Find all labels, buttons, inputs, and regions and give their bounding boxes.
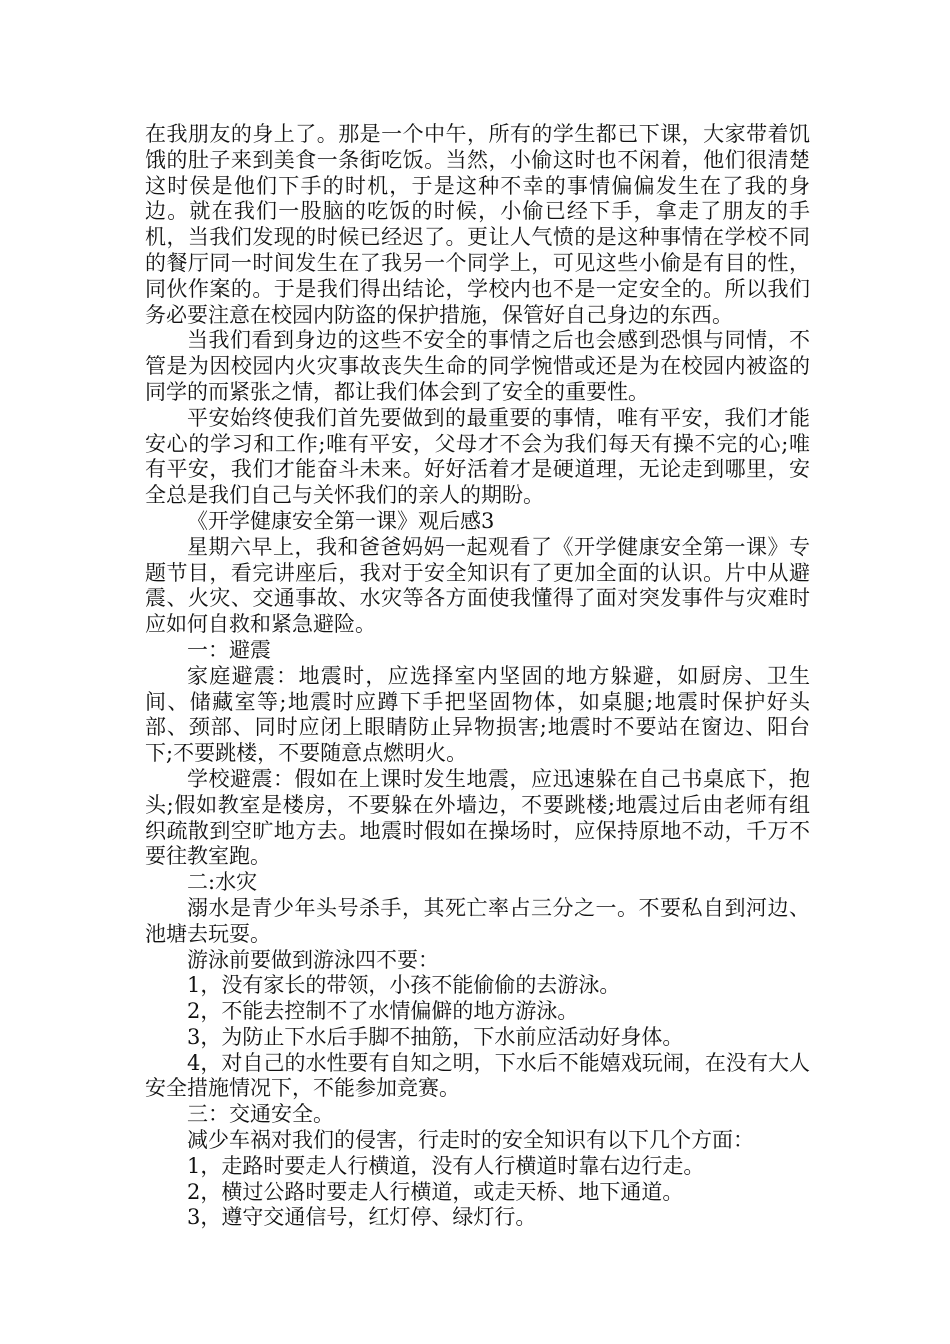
list-item-swim-rule-2: 2，不能去控制不了水情偏僻的地方游泳。 [187,999,579,1024]
list-item-traffic-rule-2: 2，横过公路时要走人行横道，或走天桥、地下通道。 [187,1179,684,1204]
paragraph-home-earthquake: 家庭避震：地震时，应选择室内坚固的地方躲避，如厨房、卫生间、储藏室等;地震时应蹲下手把坚固物体，如桌腿;地震时保护好头部、颈部、同时应闭上眼睛防止异物损害;地震时不要站在窗边、阳台下;不要跳楼，不要随意点燃明火。 [145,663,810,766]
paragraph-saturday-program: 星期六早上，我和爸爸妈妈一起观看了《开学健康安全第一课》专题节目，看完讲座后，我对于安全知识有了更加全面的认识。片中从避震、火灾、交通事故、水灾等各方面使我懂得了面对突发事件与灾难时应如何自救和紧急避险。 [145,534,810,637]
heading-flood: 二:水灾 [187,870,258,895]
list-item-traffic-rule-1: 1，走路时要走人行横道，没有人行横道时靠右边行走。 [187,1153,705,1178]
list-item-swim-rule-3: 3，为防止下水后手脚不抽筋，下水前应活动好身体。 [187,1024,684,1049]
section-title-essay-3: 《开学健康安全第一课》观后感3 [187,508,495,533]
paragraph-swimming-rules-intro: 游泳前要做到游泳四不要： [187,947,439,972]
document-body [145,122,810,1231]
paragraph-theft-story: 在我朋友的身上了。那是一个中午，所有的学生都已下课，大家带着饥饿的肚子来到美食一条街吃饭。当然，小偷这时也不闲着，他们很清楚这时侯是他们下手的时机，于是这种不幸的事情偏偏发生在了我的身边。就在我们一股脑的吃饭的时候，小偷已经下手，拿走了朋友的手机，当我们发现的时候已经迟了。更让人气愤的是这种事情在学校不同的餐厅同一时间发生在了我另一个同学上，可见这些小偷是有目的性，同伙作案的。于是我们得出结论，学校内也不是一定安全的。所以我们务必要注意在校园内防盗的保护措施，保管好自己身边的东西。 [145,122,810,327]
paragraph-drowning: 溺水是青少年头号杀手，其死亡率占三分之一。不要私自到河边、池塘去玩耍。 [145,895,810,946]
paragraph-traffic-intro: 减少车祸对我们的侵害，行走时的安全知识有以下几个方面： [187,1128,754,1153]
list-item-swim-rule-1: 1，没有家长的带领，小孩不能偷偷的去游泳。 [187,973,621,998]
paragraph-school-earthquake: 学校避震：假如在上课时发生地震，应迅速躲在自己书桌底下，抱头;假如教室是楼房，不要躲在外墙边，不要跳楼;地震过后由老师有组织疏散到空旷地方去。地震时假如在操场时，应保持原地不动，千万不要往教室跑。 [145,766,810,869]
list-item-traffic-rule-3: 3，遵守交通信号，红灯停、绿灯行。 [187,1205,537,1230]
paragraph-fear-sympathy: 当我们看到身边的这些不安全的事情之后也会感到恐惧与同情，不管是为因校园内火灾事故丧失生命的同学惋惜或还是为在校园内被盗的同学的而紧张之情，都让我们体会到了安全的重要性。 [145,328,810,404]
heading-traffic-safety: 三：交通安全。 [187,1102,334,1127]
list-item-swim-rule-4: 4，对自己的水性要有自知之明，下水后不能嬉戏玩闹，在没有大人安全措施情况下，不能参加竞赛。 [145,1050,810,1101]
paragraph-safety-first: 平安始终使我们首先要做到的最重要的事情，唯有平安，我们才能安心的学习和工作;唯有平安，父母才不会为我们每天有操不完的心;唯有平安，我们才能奋斗未来。好好活着才是硬道理，无论走到哪里，安全总是我们自己与关怀我们的亲人的期盼。 [145,405,810,508]
heading-earthquake: 一：避震 [187,637,271,662]
